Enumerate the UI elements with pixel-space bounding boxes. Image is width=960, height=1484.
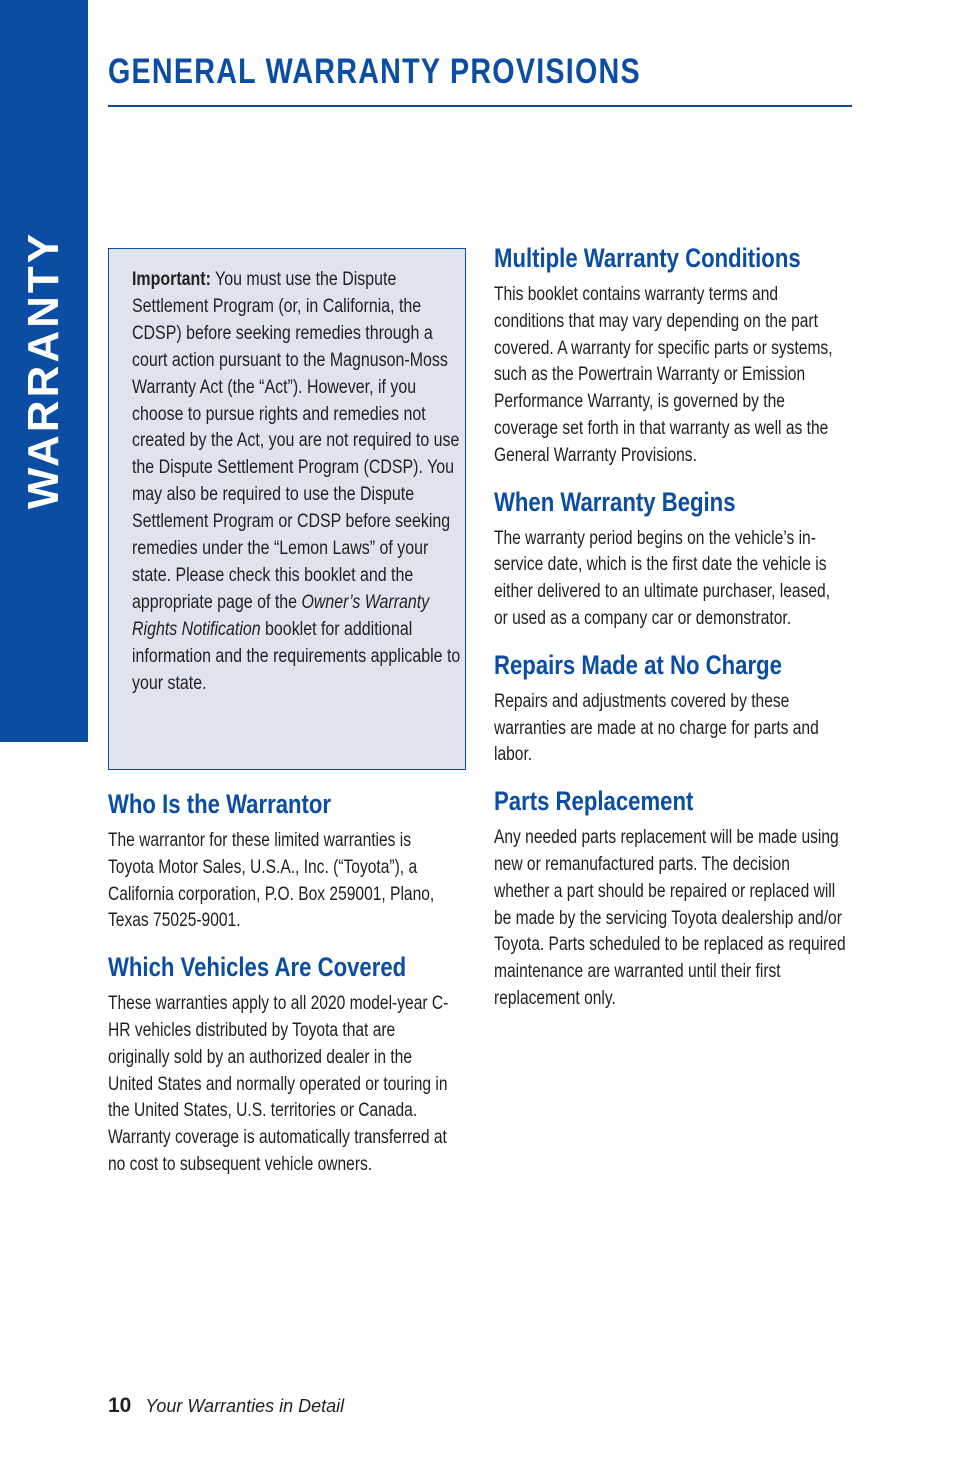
section-side-tab bbox=[0, 0, 88, 742]
section-body-multiple-conditions: This booklet contains warranty terms and conditions that may vary depending on the part covered. A warranty for specific parts or systems, such as the Powertrain Warranty or Emission Performance Warranty, is governed by the coverage set forth in that warranty as well as the General Warranty Provisions. bbox=[494, 284, 833, 466]
section-body-no-charge-repairs: Repairs and adjustments covered by these warranties are made at no charge for parts and labor. bbox=[494, 690, 819, 766]
important-text-part-1: You must use the Dispute Settlement Program (or, in California, the CDSP) before seeking remedies through a court action pursuant to the Magnuson-Moss Warranty Act (the “Act”). However, if you choose to pursue rights and remedies not created by the Act, you are not required to use the Dispute Settlement Program (CDSP). You may also be required to use the Dispute Settlement Program or CDSP before seeking remedies under the “Lemon Laws” of your state. Please check this booklet and the appropriate page of the bbox=[132, 269, 460, 613]
right-column bbox=[494, 240, 924, 1027]
notification-booklet-title: Owner’s Warranty Rights Notification bbox=[132, 591, 430, 640]
important-notice-text bbox=[132, 267, 464, 698]
section-heading-multiple-conditions: Multiple Warranty Conditions bbox=[494, 243, 801, 273]
section-heading-warrantor: Who Is the Warrantor bbox=[108, 789, 332, 819]
page-footer bbox=[108, 1394, 344, 1418]
left-column bbox=[108, 786, 538, 1193]
important-lead: Important: bbox=[132, 269, 211, 290]
section-heading-warranty-begins: When Warranty Begins bbox=[494, 486, 736, 517]
section-heading-no-charge-repairs: Repairs Made at No Charge bbox=[494, 649, 782, 680]
section-heading-parts-replacement: Parts Replacement bbox=[494, 786, 694, 817]
page-title: GENERAL WARRANTY PROVISIONS bbox=[108, 52, 641, 91]
side-tab-label: WARRANTY bbox=[19, 230, 68, 510]
section-body-parts-replacement: Any needed parts replacement will be made using new or remanufactured parts. The decision whether a part should be repaired or replaced will be made by the servicing Toyota dealership and/or Toyota. Parts scheduled to be replaced as required maintenance are warranted until their first replacement only. bbox=[494, 827, 846, 1009]
page-number: 10 bbox=[108, 1394, 132, 1417]
section-body-vehicles-covered: These warranties apply to all 2020 model-year C-HR vehicles distributed by Toyota that are originally sold by an authorized dealer in the United States and normally operated or touring in the United States, U.S. territories or Canada. Warranty coverage is automatically transferred at no cost to subsequent vehicle owners. bbox=[108, 993, 449, 1175]
section-body-warranty-begins: The warranty period begins on the vehicle’s in-service date, which is the first date the vehicle is either delivered to an ultimate purchaser, leased, or used as a company car or demonstrator. bbox=[494, 527, 831, 629]
important-notice-box bbox=[108, 248, 466, 770]
section-body-warrantor: The warrantor for these limited warranties is Toyota Motor Sales, U.S.A., Inc. (“Toyota”), a California corporation, P.O. Box 259001, Plano, Texas 75025-9001. bbox=[108, 830, 435, 932]
important-text-part-2: booklet for additional information and the requirements applicable to your state. bbox=[132, 618, 461, 694]
title-divider bbox=[108, 105, 852, 107]
footer-title: Your Warranties in Detail bbox=[145, 1396, 345, 1416]
section-heading-vehicles-covered: Which Vehicles Are Covered bbox=[108, 952, 407, 983]
